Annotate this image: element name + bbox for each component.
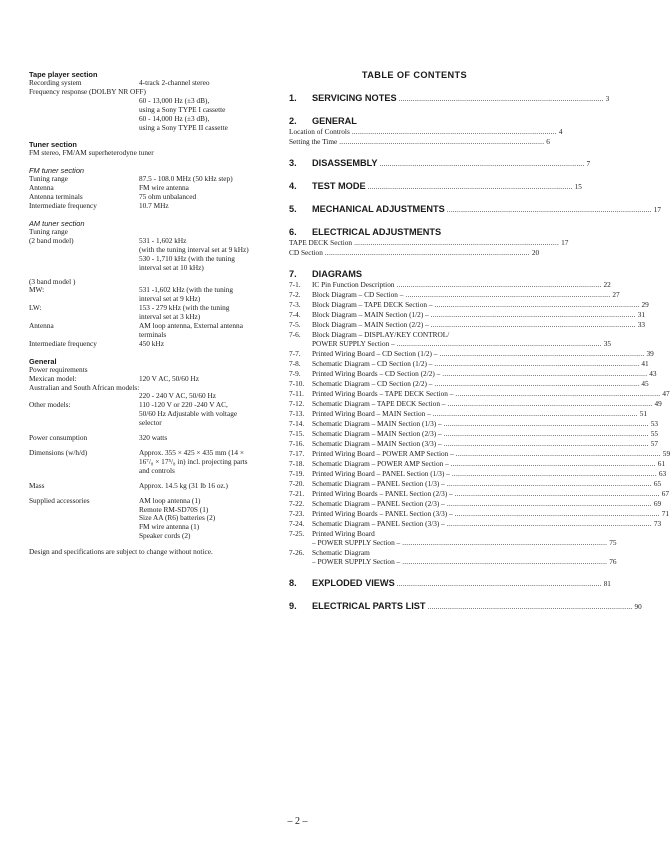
toc-page: 57 [650,439,658,448]
toc-item-servicing-notes[interactable] [289,93,610,105]
spec-value [139,497,269,542]
toc-leader-dots: .................................................................................................... [396,281,602,289]
toc-subitem-diagram[interactable] [289,449,670,459]
toc-title-text: GENERAL [312,116,357,126]
toc-title-text: Printed Wiring Boards – TAPE DECK Section – [312,389,454,398]
spec-value-line: and controls [139,465,175,475]
toc-leader-dots: .................................................................................................... [402,539,608,547]
spec-value [139,237,269,273]
toc-subitem-diagram[interactable] [289,290,620,300]
toc-leader-dots: .................................................................................................... [455,450,661,458]
toc-leader-dots: .................................................................................................... [379,160,585,168]
spec-value-line: terminals [139,329,167,339]
toc-title-text: Schematic Diagram – MAIN Section (2/3) – [312,429,442,438]
spec-value-line: AM loop antenna, External antenna [139,321,243,331]
toc-number: 7-23. [289,509,305,518]
spec-value-line: 50/60 Hz Adjustable with voltage [139,409,238,419]
toc-number: 6. [289,227,297,237]
spec-disclaimer-note: Design and specifications are subject to change without notice. [29,547,213,557]
toc-leader-dots: .................................................................................................... [446,520,652,528]
toc-leader-dots: .................................................................................................... [446,500,652,508]
spec-row-dimensions [29,449,269,476]
toc-number: 7-4. [289,310,301,319]
toc-title-text: Printed Wiring Board – POWER AMP Section – [312,449,454,458]
toc-title-text: Printed Wiring Boards – CD Section (2/2) – [312,369,441,378]
spec-label: Dimensions (w/h/d) [29,448,88,457]
toc-item-electrical-parts-list[interactable] [289,601,642,613]
spec-label: Other models: [29,400,71,410]
toc-title-text: IC Pin Function Description [312,280,395,289]
spec-label: Australian and South African models: [29,382,140,392]
toc-page: 90 [634,603,642,611]
spec-value-line: interval set at 9 kHz) [139,294,201,304]
toc-number: 7-2. [289,290,301,299]
toc-subitem[interactable] [289,137,550,147]
toc-title-text: Schematic Diagram – POWER AMP Section – [312,459,449,468]
toc-leader-dots: .................................................................................................... [430,311,636,319]
spec-label: Intermediate frequency [29,201,97,211]
toc-title-text: Printed Wiring Board – MAIN Section – [312,409,431,418]
spec-value-line: 531 - 1,602 kHz [139,235,187,245]
toc-number: 7-9. [289,369,301,378]
toc-subitem-diagram[interactable] [289,529,526,538]
toc-title-text: – POWER SUPPLY Section – [312,538,401,547]
spec-value: Approx. 14.5 kg (31 lb 16 oz.) [139,480,228,490]
spec-value-line: using a Sony TYPE II cassette [139,122,228,132]
toc-subitem-diagram[interactable] [289,389,670,399]
spec-value-line: 60 - 13,000 Hz (±3 dB), [139,95,210,105]
spec-value-line: Speaker cords (2) [139,531,191,541]
toc-page: 55 [650,429,658,438]
spec-value-line: using a Sony TYPE I cassette [139,104,226,114]
toc-leader-dots: .................................................................................................... [451,470,657,478]
toc-number: 7-15. [289,429,305,438]
toc-page: 4 [558,127,563,136]
toc-leader-dots: .................................................................................................... [430,321,636,329]
spec-row-consumption [29,434,269,443]
toc-subitem-diagram[interactable] [289,548,526,557]
toc-leader-dots: .................................................................................................... [396,340,602,348]
toc-page: 75 [609,538,617,547]
toc-page: 31 [637,310,646,319]
toc-page: 69 [653,499,662,508]
spec-label: Mass [29,480,45,490]
toc-page: 17 [561,238,569,247]
toc-title-text: Block Diagram – CD Section – [312,290,404,299]
toc-number: 8. [289,578,297,588]
toc-leader-dots: .................................................................................................... [454,490,660,498]
toc-number: 3. [289,158,297,168]
toc-leader-dots: .................................................................................................... [324,249,530,257]
toc-title-text: Schematic Diagram – PANEL Section (3/3) – [312,519,445,528]
toc-page: 6 [546,137,550,146]
spec-row-other [29,401,269,428]
toc-leader-dots: .................................................................................................... [455,390,661,398]
spec-value-line: 60 - 14,000 Hz (±3 dB), [139,113,210,123]
toc-number: 9. [289,601,297,611]
spec-label: Mexican model: [29,373,77,383]
toc-number: 7. [289,269,297,279]
toc-subitem-diagram[interactable] [289,369,657,379]
spec-row-mass [29,482,269,491]
toc-subitem-diagram[interactable] [289,557,617,567]
toc-item-electrical-adjustments[interactable] [289,227,526,238]
spec-value-line: interval set at 10 kHz) [139,262,204,272]
spec-value [139,286,269,304]
spec-value: 75 ohm unbalanced [139,192,197,202]
toc-title-text: Printed Wiring Board [312,529,375,538]
toc-subitem-diagram[interactable] [289,409,648,419]
specifications-column [29,70,269,557]
toc-number: 7-3. [289,300,301,309]
toc-title-text: MECHANICAL ADJUSTMENTS [312,204,445,214]
toc-leader-dots: .................................................................................................... [354,239,560,247]
toc-number: 7-18. [289,459,305,468]
toc-page: 41 [641,359,649,368]
toc-number: 7-12. [289,399,305,408]
toc-leader-dots: .................................................................................................... [443,440,649,448]
toc-title-text: Schematic Diagram – PANEL Section (2/3) – [312,499,445,508]
toc-subitem-diagram[interactable] [289,300,649,310]
spec-label: Antenna [29,183,54,193]
spec-label: Antenna terminals [29,192,83,202]
toc-page: 45 [641,379,649,388]
toc-leader-dots: .................................................................................................... [434,360,640,368]
spec-label: Power requirements [29,364,88,374]
toc-title-text: ELECTRICAL ADJUSTMENTS [312,227,442,237]
toc-page: 47 [662,389,670,398]
toc-page: 27 [612,290,620,299]
toc-number: 7-10. [289,379,305,388]
toc-subitem-diagram[interactable] [289,439,658,449]
toc-page: 67 [661,489,669,498]
toc-leader-dots: .................................................................................................... [439,350,645,358]
toc-subitem-diagram[interactable] [289,359,649,369]
toc-page: 33 [637,320,646,329]
toc-page: 51 [639,409,648,418]
spec-label: Tuning range [29,226,68,236]
toc-number: 7-5. [289,320,301,329]
spec-value-line: interval set at 3 kHz) [139,312,201,322]
toc-subitem-diagram[interactable] [289,339,612,349]
toc-title-text: Block Diagram – DISPLAY/KEY CONTROL/ [312,330,450,339]
toc-subitem[interactable] [289,248,540,258]
spec-label: MW: [29,285,45,295]
toc-subitem-diagram[interactable] [289,489,669,499]
spec-value: 87.5 - 108.0 MHz (50 kHz step) [139,174,233,184]
spec-row-lw [29,304,269,322]
toc-number: 4. [289,181,297,191]
spec-value: FM wire antenna [139,183,189,193]
toc-leader-dots: .................................................................................................... [434,301,640,309]
toc-leader-dots: .................................................................................................... [442,370,648,378]
spec-value-line: Size AA (R6) batteries (2) [139,513,216,523]
toc-page: 65 [653,479,662,488]
toc-number: 7-21. [289,489,305,498]
toc-number: 7-24. [289,519,305,528]
toc-number: 1. [289,93,297,103]
toc-title-text: DIAGRAMS [312,269,363,279]
toc-item-disassembly[interactable] [289,158,591,170]
toc-subitem[interactable] [289,127,563,137]
toc-page: 29 [641,300,649,309]
toc-page: 71 [661,509,669,518]
spec-value-line: AM loop antenna (1) [139,495,201,505]
toc-title-text: POWER SUPPLY Section – [312,339,395,348]
spec-value-line: 16⁷/₈ × 17⁵/₈ in) incl. projecting parts [139,456,248,466]
toc-title-text: Printed Wiring Boards – PANEL Section (3/3) – [312,509,453,518]
toc-leader-dots: .................................................................................................... [447,400,653,408]
spec-value: 10.7 MHz [139,201,169,211]
toc-leader-dots: .................................................................................................... [339,138,545,146]
toc-subitem-diagram[interactable] [289,280,611,290]
spec-label: Antenna [29,321,54,331]
spec-value: 320 watts [139,433,168,443]
toc-leader-dots: .................................................................................................... [367,183,573,191]
toc-number: 7-17. [289,449,305,458]
spec-label: (3 band model ) [29,276,76,286]
toc-title: TABLE OF CONTENTS [361,70,468,80]
toc-leader-dots: .................................................................................................... [405,291,611,299]
spec-label: Supplied accessories [29,495,90,505]
toc-page: 15 [574,183,582,191]
toc-title-text: Schematic Diagram – CD Section (2/2) – [312,379,433,388]
toc-item-diagrams[interactable] [289,269,526,280]
toc-subitem-diagram[interactable] [289,320,646,330]
toc-number: 7-14. [289,419,305,428]
toc-subitem-diagram[interactable] [289,469,667,479]
spec-value-line: Approx. 355 × 425 × 435 mm (14 × [139,448,244,457]
toc-leader-dots: .................................................................................................... [434,380,640,388]
tape-section-heading: Tape player section [29,70,98,79]
spec-value: 4-track 2-channel stereo [139,78,210,87]
toc-number: 7-8. [289,359,301,368]
toc-number: 7-22. [289,499,305,508]
spec-value-line: (with the tuning interval set at 9 kHz) [139,244,249,254]
toc-subitem-diagram[interactable] [289,310,646,320]
spec-value-line: 531 -1,602 kHz (with the tuning [139,285,234,295]
toc-subitem[interactable] [289,238,569,248]
toc-title-text: DISASSEMBLY [312,158,378,168]
toc-page: 49 [654,399,662,408]
toc-page: 43 [649,369,657,378]
toc-leader-dots: .................................................................................................... [450,460,656,468]
toc-number: 7-19. [289,469,305,478]
toc-title-text: Block Diagram – MAIN Section (1/2) – [312,310,429,319]
diagram-list [289,280,670,567]
toc-subitem-diagram[interactable] [289,479,662,489]
toc-leader-dots: .................................................................................................... [446,206,652,214]
toc-page: 61 [657,459,666,468]
spec-row [29,202,269,211]
toc-number: 2. [289,116,297,126]
toc-title-text: TAPE DECK Section [289,238,353,247]
spec-label: Intermediate frequency [29,338,97,348]
spec-value-line: 153 - 279 kHz (with the tuning [139,303,230,313]
spec-label: LW: [29,303,42,313]
toc-subitem-diagram[interactable] [289,429,658,439]
toc-title-text: SERVICING NOTES [312,93,397,103]
toc-leader-dots: .................................................................................................... [443,430,649,438]
toc-title-text: Block Diagram – MAIN Section (2/2) – [312,320,429,329]
toc-page: 3 [605,95,610,103]
toc-title-text: Schematic Diagram – TAPE DECK Section – [312,399,446,408]
toc-number: 7-25. [289,529,305,538]
toc-leader-dots: .................................................................................................... [427,603,633,611]
spec-value-frequency [29,97,269,133]
toc-page: 63 [658,469,667,478]
spec-row-am-2band [29,237,269,273]
spec-value-line: 110 -120 V or 220 -240 V AC, [139,400,228,410]
toc-subitem-diagram[interactable] [289,509,669,519]
toc-number: 5. [289,204,297,214]
spec-label: Tuning range [29,174,68,184]
toc-page: 73 [653,519,662,528]
toc-page: 53 [650,419,658,428]
toc-title-text: Location of Controls [289,127,350,136]
toc-number: 7-1. [289,280,301,289]
toc-page: 76 [609,557,617,566]
spec-value [139,322,269,340]
spec-row-am-antenna [29,322,269,340]
toc-title-text: Schematic Diagram – MAIN Section (1/3) – [312,419,442,428]
toc-leader-dots: .................................................................................................... [446,480,652,488]
toc-page: 7 [586,160,591,168]
toc-number: 7-20. [289,479,305,488]
toc-page: 20 [531,248,540,257]
toc-leader-dots: .................................................................................................... [351,128,557,136]
table-of-contents [289,70,670,613]
spec-value: 450 kHz [139,338,164,348]
spec-label-frequency: Frequency response (DOLBY NR OFF) [29,86,146,96]
toc-subitem-diagram[interactable] [289,499,662,509]
toc-subitem-diagram[interactable] [289,538,617,548]
spec-value [139,401,269,428]
toc-leader-dots: .................................................................................................... [443,420,649,428]
toc-title-text: Schematic Diagram – PANEL Section (1/3) – [312,479,445,488]
toc-page: 35 [603,339,612,348]
toc-leader-dots: .................................................................................................... [398,95,604,103]
toc-title-text: Schematic Diagram [312,548,370,557]
toc-item-general[interactable] [289,116,526,127]
spec-label: Power consumption [29,433,88,443]
spec-label: Recording system [29,78,82,87]
page-number: – 2 – [287,816,308,827]
toc-title-text: Printed Wiring Boards – PANEL Section (2/3) – [312,489,453,498]
toc-number: 7-13. [289,409,305,418]
spec-row-mw [29,286,269,304]
toc-title-text: – POWER SUPPLY Section – [312,557,401,566]
toc-subitem-diagram[interactable] [289,379,649,389]
spec-value-line: 530 - 1,710 kHz (with the tuning [139,253,235,263]
toc-title-text: CD Section [289,248,323,257]
toc-title-text: Block Diagram – TAPE DECK Section – [312,300,433,309]
toc-page: 39 [646,349,654,358]
toc-number: 7-7. [289,349,301,358]
toc-page: 17 [653,206,661,214]
spec-value: 220 - 240 V AC, 50/60 Hz [139,391,216,401]
toc-subitem-diagram[interactable] [289,459,666,469]
toc-number: 7-11. [289,389,304,398]
toc-page: 22 [603,280,611,289]
am-section-heading: AM tuner section [29,218,85,228]
toc-number: 7-26. [289,548,305,557]
toc-item-test-mode[interactable] [289,181,582,193]
toc-title-text: TEST MODE [312,181,366,191]
toc-title-text: ELECTRICAL PARTS LIST [312,601,426,611]
fm-section-heading: FM tuner section [29,166,85,176]
general-section-heading: General [29,356,57,366]
toc-page: 59 [662,449,670,458]
toc-number: 7-6. [289,330,301,339]
toc-item-exploded-views[interactable] [289,578,611,590]
toc-page: 81 [603,580,611,588]
toc-subitem-diagram[interactable] [289,399,662,409]
spec-label: (2 band model) [29,235,74,245]
spec-value [139,449,269,476]
toc-leader-dots: .................................................................................................... [402,558,608,566]
spec-row-am-if [29,340,269,349]
toc-number: 7-16. [289,439,305,448]
spec-value [139,304,269,322]
spec-value-line: selector [139,418,162,428]
toc-subitem-diagram[interactable] [289,419,658,429]
toc-title-text: Schematic Diagram – MAIN Section (3/3) – [312,439,442,448]
toc-leader-dots: .................................................................................................... [432,410,638,418]
spec-row-accessories [29,497,269,542]
toc-title-text: Printed Wiring Board – CD Section (1/2) – [312,349,438,358]
spec-value-line: Remote RM-SD70S (1) [139,504,209,514]
tuner-description: FM stereo, FM/AM superheterodyne tuner [29,148,154,158]
toc-title-text: Schematic Diagram – CD Section (1/2) – [312,359,433,368]
toc-subitem-diagram[interactable] [289,519,662,529]
spec-value-line: FM wire antenna (1) [139,522,200,532]
toc-leader-dots: .................................................................................................... [396,580,602,588]
toc-item-mechanical-adjustments[interactable] [289,204,661,216]
toc-leader-dots: .................................................................................................... [454,510,660,518]
toc-title-text: Setting the Time [289,137,338,146]
tuner-section-heading: Tuner section [29,140,77,150]
spec-value: 120 V AC, 50/60 Hz [139,373,199,383]
toc-title-text: Printed Wiring Board – PANEL Section (1/3) – [312,469,450,478]
toc-subitem-diagram[interactable] [289,330,526,339]
toc-title-text: EXPLODED VIEWS [312,578,395,588]
toc-subitem-diagram[interactable] [289,349,654,359]
